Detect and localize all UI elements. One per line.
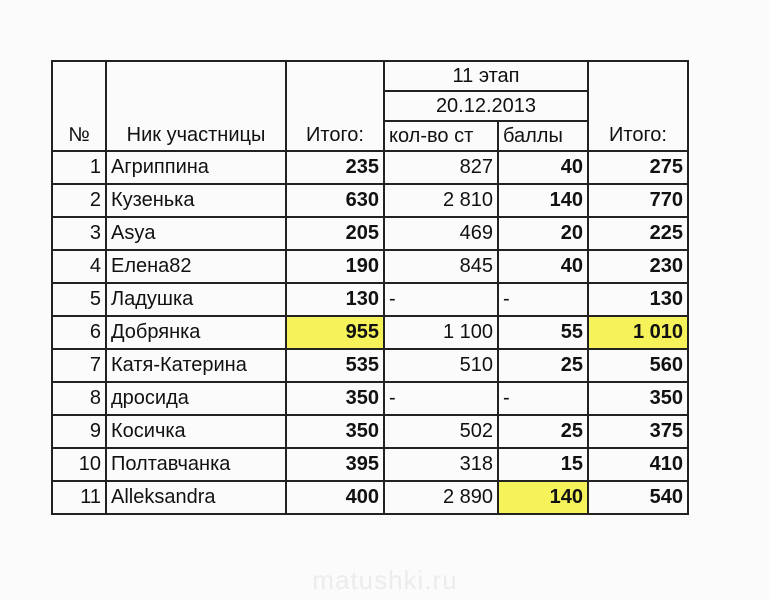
row-nick: Asya xyxy=(106,217,286,250)
row-total: 350 xyxy=(286,415,384,448)
row-number: 6 xyxy=(52,316,106,349)
table-row xyxy=(52,151,688,184)
row-number: 1 xyxy=(52,151,106,184)
row-points: 40 xyxy=(498,151,588,184)
row-qty: 502 xyxy=(384,415,498,448)
row-sum: 1 010 xyxy=(588,316,688,349)
row-points: 15 xyxy=(498,448,588,481)
row-points: 40 xyxy=(498,250,588,283)
row-nick: Добрянка xyxy=(106,316,286,349)
row-sum: 375 xyxy=(588,415,688,448)
row-number: 2 xyxy=(52,184,106,217)
table-row xyxy=(52,415,688,448)
table-row xyxy=(52,250,688,283)
row-points: - xyxy=(498,382,588,415)
row-sum: 410 xyxy=(588,448,688,481)
row-nick: Косичка xyxy=(106,415,286,448)
row-total: 630 xyxy=(286,184,384,217)
row-qty: 2 890 xyxy=(384,481,498,514)
row-number: 5 xyxy=(52,283,106,316)
table-row xyxy=(52,382,688,415)
row-total: 395 xyxy=(286,448,384,481)
row-nick: Катя-Катерина xyxy=(106,349,286,382)
table-row xyxy=(52,217,688,250)
row-number: 11 xyxy=(52,481,106,514)
row-qty: 318 xyxy=(384,448,498,481)
table-row xyxy=(52,481,688,514)
row-points: 140 xyxy=(498,184,588,217)
row-sum: 560 xyxy=(588,349,688,382)
table-row xyxy=(52,316,688,349)
row-number: 8 xyxy=(52,382,106,415)
row-sum: 540 xyxy=(588,481,688,514)
row-nick: дросида xyxy=(106,382,286,415)
results-table xyxy=(51,60,689,515)
row-points: - xyxy=(498,283,588,316)
row-total: 205 xyxy=(286,217,384,250)
row-qty: 845 xyxy=(384,250,498,283)
row-qty: 510 xyxy=(384,349,498,382)
row-number: 7 xyxy=(52,349,106,382)
row-total: 400 xyxy=(286,481,384,514)
row-total: 130 xyxy=(286,283,384,316)
table-row xyxy=(52,349,688,382)
row-qty: - xyxy=(384,283,498,316)
header-stage: 11 этап xyxy=(384,61,588,91)
row-nick: Полтавчанка xyxy=(106,448,286,481)
row-total: 350 xyxy=(286,382,384,415)
row-points: 25 xyxy=(498,349,588,382)
row-number: 4 xyxy=(52,250,106,283)
row-total: 535 xyxy=(286,349,384,382)
row-total: 955 xyxy=(286,316,384,349)
row-sum: 350 xyxy=(588,382,688,415)
row-nick: Ладушка xyxy=(106,283,286,316)
row-sum: 770 xyxy=(588,184,688,217)
header-points: баллы xyxy=(498,121,588,151)
header-total2: Итого: xyxy=(588,61,688,151)
row-qty: 469 xyxy=(384,217,498,250)
header-date: 20.12.2013 xyxy=(384,91,588,121)
row-qty: 827 xyxy=(384,151,498,184)
header-total1: Итого: xyxy=(286,61,384,151)
table-row xyxy=(52,283,688,316)
row-nick: Елена82 xyxy=(106,250,286,283)
header-num: № xyxy=(52,61,106,151)
row-number: 9 xyxy=(52,415,106,448)
row-qty: 2 810 xyxy=(384,184,498,217)
row-total: 235 xyxy=(286,151,384,184)
row-sum: 130 xyxy=(588,283,688,316)
row-points: 25 xyxy=(498,415,588,448)
row-nick: Агриппина xyxy=(106,151,286,184)
row-points: 140 xyxy=(498,481,588,514)
row-sum: 275 xyxy=(588,151,688,184)
row-nick: Alleksandra xyxy=(106,481,286,514)
row-number: 3 xyxy=(52,217,106,250)
table-row xyxy=(52,184,688,217)
header-qty: кол-во ст xyxy=(384,121,498,151)
row-qty: - xyxy=(384,382,498,415)
header-nick: Ник участницы xyxy=(106,61,286,151)
row-number: 10 xyxy=(52,448,106,481)
row-points: 55 xyxy=(498,316,588,349)
watermark: matushki.ru xyxy=(312,565,458,595)
table-row xyxy=(52,448,688,481)
row-points: 20 xyxy=(498,217,588,250)
row-qty: 1 100 xyxy=(384,316,498,349)
row-total: 190 xyxy=(286,250,384,283)
row-nick: Кузенька xyxy=(106,184,286,217)
row-sum: 230 xyxy=(588,250,688,283)
row-sum: 225 xyxy=(588,217,688,250)
